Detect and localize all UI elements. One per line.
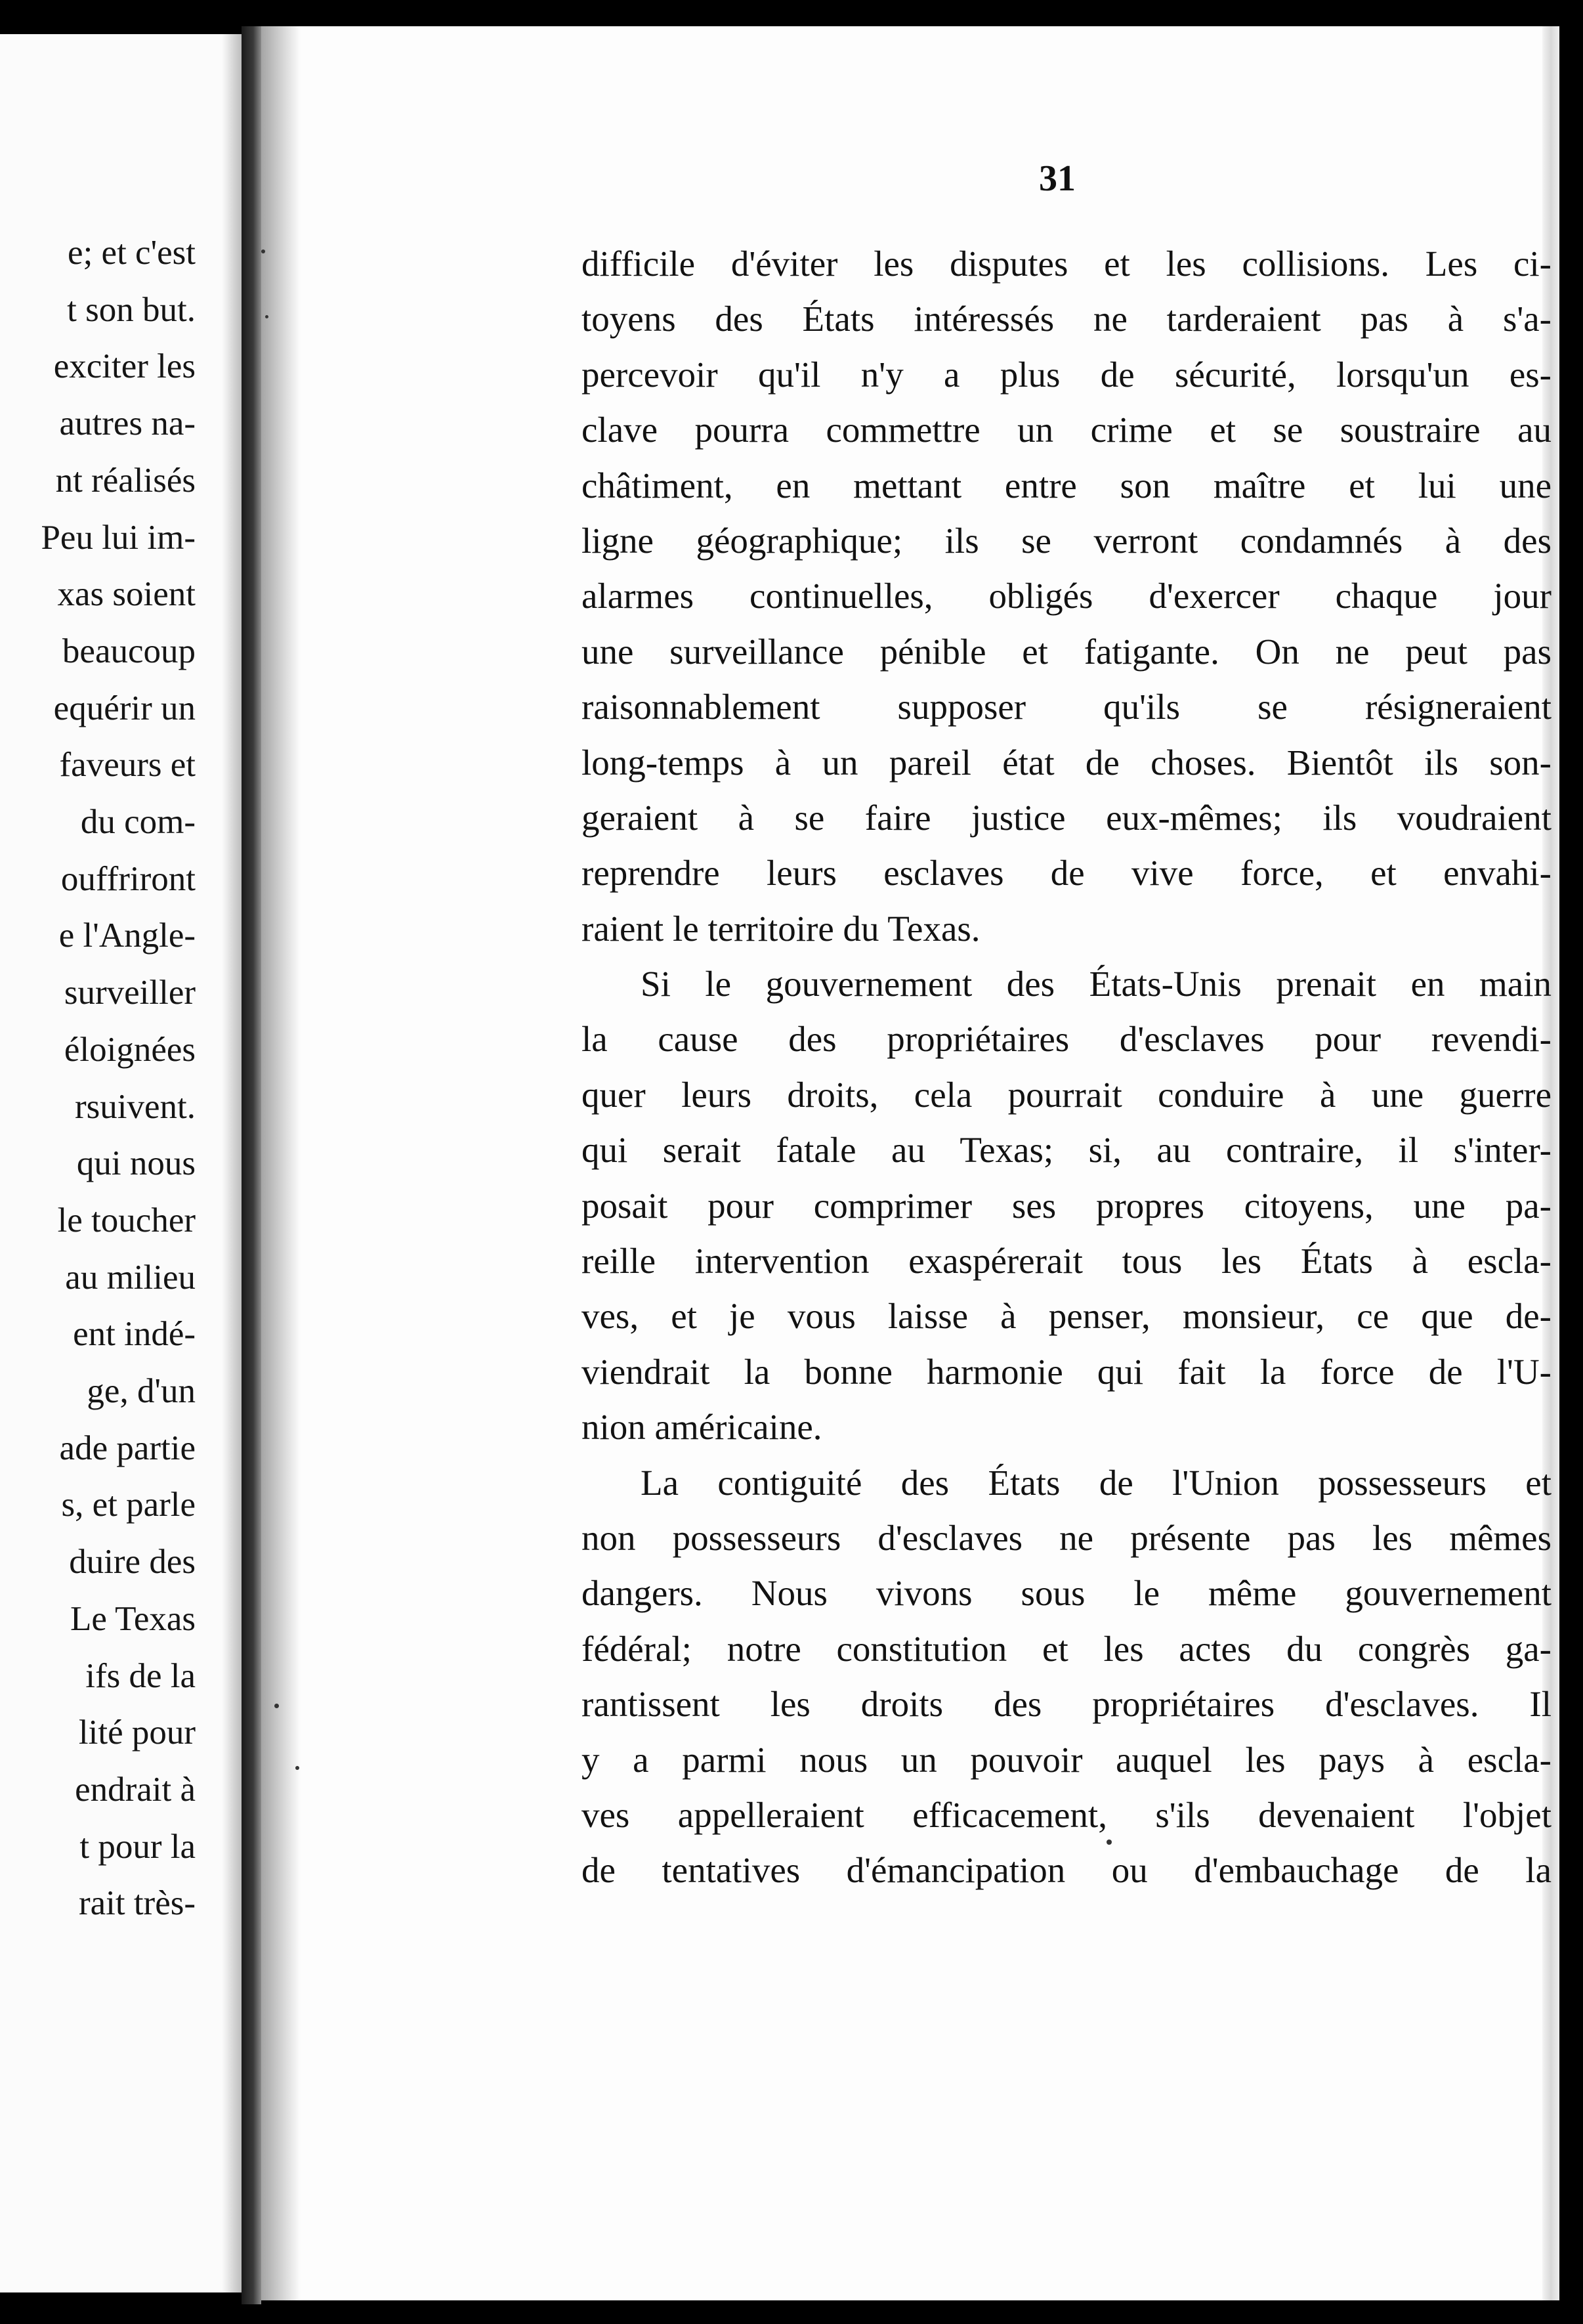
text-line: La contiguité des États de l'Union possesseurs et [641, 1462, 1551, 1503]
text-line: reille intervention exaspérerait tous les États à escla- [581, 1241, 1551, 1281]
left-line: surveiller [64, 974, 196, 1012]
text-line: ves appelleraient efficacement, s'ils devenaient l'objet [581, 1794, 1551, 1835]
left-line: xas soient [57, 575, 196, 614]
scan-speck [295, 1766, 299, 1770]
scan-speck [1107, 1840, 1112, 1845]
left-line: lité pour [78, 1713, 196, 1752]
left-line: exciter les [53, 347, 196, 386]
right-page [261, 26, 1559, 2300]
text-line: ligne géographique; ils se verront condamnés à des [581, 520, 1551, 561]
text-line: raient le territoire du Texas. [581, 908, 981, 949]
text-line: reprendre leurs esclaves de vive force, et envahi- [581, 853, 1551, 893]
text-line: clave pourra commettre un crime et se soustraire au [581, 410, 1551, 450]
left-page [0, 34, 242, 2292]
scan-speck [261, 249, 265, 253]
left-line: t son but. [67, 290, 196, 329]
left-line: equérir un [53, 689, 196, 727]
text-line: raisonnablement supposer qu'ils se résigneraient [581, 687, 1551, 727]
left-line: ade partie [59, 1429, 196, 1467]
text-line: qui serait fatale au Texas; si, au contraire, il s'inter- [581, 1130, 1551, 1171]
text-line: la cause des propriétaires d'esclaves pour revendi- [581, 1019, 1551, 1060]
left-line: Peu lui im- [41, 518, 196, 557]
text-line: y a parmi nous un pouvoir auquel les pays à escla- [581, 1739, 1551, 1780]
left-line: au milieu [65, 1258, 196, 1297]
text-line: fédéral; notre constitution et les actes du congrès ga- [581, 1628, 1551, 1669]
text-line: difficile d'éviter les disputes et les collisions. Les ci- [581, 244, 1551, 284]
left-line: s, et parle [61, 1486, 196, 1524]
text-line: posait pour comprimer ses propres citoyens, une pa- [581, 1185, 1551, 1226]
text-line: nion américaine. [581, 1407, 822, 1448]
left-line: duire des [69, 1543, 196, 1582]
body-text [581, 236, 1551, 1899]
text-line: châtiment, en mettant entre son maître et lui une [581, 465, 1551, 506]
left-line: qui nous [76, 1144, 196, 1183]
text-line: quer leurs droits, cela pourrait conduire à une guerre [581, 1074, 1551, 1115]
left-line: t pour la [79, 1827, 196, 1866]
left-line: rsuivent. [75, 1087, 196, 1126]
text-line: de tentatives d'émancipation ou d'embauchage de la [581, 1850, 1551, 1891]
left-line: endrait à [75, 1770, 196, 1809]
left-line: le toucher [57, 1201, 196, 1239]
left-line: faveurs et [59, 746, 196, 785]
right-inner-shadow [261, 26, 301, 2300]
text-line: toyens des États intéressés ne tarderaient pas à s'a- [581, 299, 1551, 339]
text-line: percevoir qu'il n'y a plus de sécurité, lorsqu'un es- [581, 354, 1551, 395]
left-line: éloignées [64, 1030, 196, 1069]
left-line: e l'Angle- [58, 916, 196, 955]
left-line: rait très- [78, 1884, 196, 1923]
book-gutter [242, 26, 261, 2304]
left-page-text [0, 225, 196, 1932]
scan-speck [265, 315, 268, 318]
text-line: une surveillance pénible et fatigante. On ne peut pas [581, 631, 1551, 672]
left-line: beaucoup [62, 632, 196, 670]
left-line: Le Texas [70, 1599, 196, 1638]
page-number: 31 [1039, 158, 1076, 199]
text-line: alarmes continuelles, obligés d'exercer chaque jour [581, 576, 1551, 616]
left-gutter-shadow [222, 34, 242, 2292]
left-line: autres na- [59, 404, 196, 443]
left-line: ouffriront [60, 859, 196, 898]
text-line: dangers. Nous vivons sous le même gouvernement [581, 1573, 1551, 1614]
text-line: ves, et je vous laisse à penser, monsieur, ce que de- [581, 1296, 1551, 1337]
text-line: Si le gouvernement des États-Unis prenait en main [641, 964, 1551, 1004]
left-line: e; et c'est [68, 234, 196, 272]
left-line: du com- [80, 803, 196, 842]
left-line: ge, d'un [87, 1372, 196, 1411]
text-line: geraient à se faire justice eux-mêmes; ils voudraient [581, 797, 1551, 838]
text-line: viendrait la bonne harmonie qui fait la force de l'U- [581, 1351, 1551, 1392]
scan-speck [274, 1704, 279, 1708]
text-line: rantissent les droits des propriétaires d'esclaves. Il [581, 1684, 1551, 1725]
left-line: ifs de la [85, 1656, 196, 1695]
left-line: nt réalisés [55, 461, 196, 500]
text-line: long-temps à un pareil état de choses. Bientôt ils son- [581, 742, 1551, 783]
text-line: non possesseurs d'esclaves ne présente pas les mêmes [581, 1517, 1551, 1558]
left-line: ent indé- [73, 1315, 196, 1354]
